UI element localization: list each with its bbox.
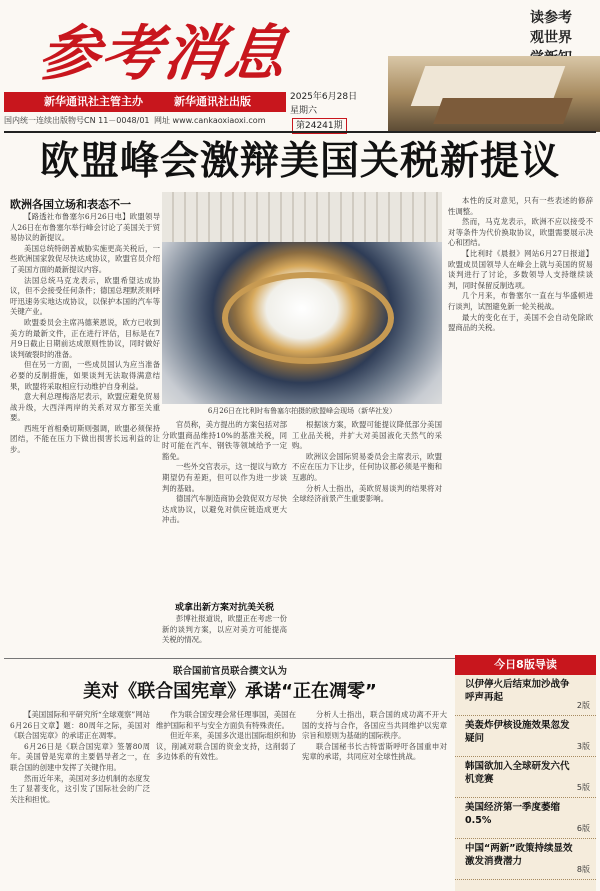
lead-column-3: [292, 420, 442, 656]
paragraph: 意大利总理梅洛尼表示，欧盟应避免贸易战升级，大西洋两岸的关系对双方都至关重要。: [10, 392, 160, 423]
guide-item-title: 韩国欲加入全球研发六代机竞赛: [465, 761, 570, 785]
issue-date: 2025年6月28日: [290, 92, 358, 102]
guide-item-page: 5版: [576, 783, 590, 792]
cn-number: 国内统一连续出版物号CN 11－0048/01: [4, 116, 150, 125]
paragraph: 分析人士指出，美欧贸易谈判的结果将对全球经济前景产生重要影响。: [292, 483, 442, 504]
guide-item[interactable]: [455, 675, 596, 716]
paragraph: 然而近年来，美国对多边机制的态度发生了显著变化，这引发了国际社会的广泛关注和担忧。: [10, 773, 150, 804]
paragraph: 【比利时《晨报》网站6月27日报道】欧盟成员国领导人在峰会上就与美国的贸易谈判进行了讨论，多数领导人支持继续谈判，同时保留反制选项。: [448, 248, 593, 290]
guide-item-page: 8版: [576, 865, 590, 874]
masthead: [0, 0, 600, 132]
guide-item-title: 中国“两新”政策持续显效激发消费潜力: [465, 843, 573, 867]
slogan-line: 观世界: [530, 30, 572, 46]
paragraph: 欧盟委员会主席冯德莱恩说，欧方已收到美方的最新文件，正在进行评估，目标是在7月9日截止日期前达成原则性协议，同时做好谈判破裂时的准备。: [10, 317, 160, 359]
guide-item[interactable]: [455, 716, 596, 757]
lead-column-2b: [162, 614, 287, 656]
paragraph: 【路透社布鲁塞尔6月26日电】欧盟领导人26日在布鲁塞尔举行峰会讨论了美国关于贸易协议的新提议。: [10, 212, 160, 243]
guide-item-title: 以伊停火后结束加沙战争呼声再起: [465, 679, 570, 703]
issue-weekday: 星期六: [290, 106, 318, 116]
slogan-line: 读参考: [530, 10, 572, 26]
section-subhead: 或拿出新方案对抗美关税: [174, 603, 274, 613]
paragraph: 官员称，美方提出的方案包括对部分欧盟商品维持10%的基准关税，同时可能在汽车、钢铁等领域给予一定豁免。: [162, 420, 287, 461]
paragraph: 一些外交官表示，这一提议与欧方期望仍有差距，但可以作为进一步谈判的基础。: [162, 462, 287, 493]
publisher-name: 新华通讯社出版: [174, 95, 251, 108]
paragraph: 但在另一方面，一些成员国认为应当准备必要的反制措施，如果谈判无法取得满意结果，欧盟将采取相应行动维护自身利益。: [10, 360, 160, 391]
guide-title: 今日8版导读: [455, 655, 596, 675]
article-column-3: [302, 710, 447, 888]
summit-photo: [162, 192, 442, 404]
paragraph: 美国总统特朗普威胁实施更高关税后，一些欧洲国家敦促尽快达成协议，欧盟官员介绍了美国方面的最新提议内容。: [10, 243, 160, 274]
publication-info: [4, 114, 384, 128]
masthead-image: [388, 56, 600, 132]
article-column-1: [10, 710, 150, 888]
paragraph: 然而，马克龙表示，欧洲不应以接受不对等条件为代价换取协议，欧盟需要展示决心和团结。: [448, 217, 593, 248]
photo-caption: 6月26日在比利时布鲁塞尔拍摄的欧盟峰会现场（新华社发）: [207, 407, 397, 415]
publisher-org: 新华通讯社主管主办: [44, 95, 143, 108]
issue-number: 第24241期: [292, 118, 347, 134]
lead-column-4: [448, 196, 593, 656]
paragraph: 作为联合国安理会常任理事国，美国在维护国际和平与安全方面负有特殊责任。: [156, 710, 296, 730]
paragraph: 6月26日是《联合国宪章》签署80周年。美国曾是宪章的主要倡导者之一，在联合国的创建中发挥了关键作用。: [10, 741, 150, 772]
paragraph: 欧洲议会国际贸易委员会主席表示，欧盟不应在压力下让步，任何协议都必须是平衡和互惠的。: [292, 451, 442, 482]
paragraph: 德国汽车制造商协会敦促双方尽快达成协议，以避免对供应链造成更大冲击。: [162, 494, 287, 525]
paragraph: 但近年来，美国多次退出国际组织和协议，削减对联合国的资金支持，这削弱了多边体系的有效性。: [156, 731, 296, 762]
guide-item[interactable]: [455, 798, 596, 839]
paragraph: 根据该方案，欧盟可能提议降低部分美国工业品关税，并扩大对美国液化天然气的采购。: [292, 420, 442, 451]
article-headline[interactable]: 美对《联合国宪章》承诺“正在凋零”: [83, 681, 377, 702]
guide-item-page: 3版: [576, 742, 590, 751]
paragraph: 法国总统马克龙表示，欧盟希望达成协议，但不会接受任何条件；德国总理默茨则呼吁迅速务实地达成协议，以保护本国的汽车等关键产业。: [10, 275, 160, 317]
guide-item-title: 美轰炸伊核设施效果忽发疑问: [465, 720, 570, 744]
lead-column-1: [10, 212, 160, 656]
paragraph: 西班牙首相桑切斯则强调，欧盟必须保持团结，不能在压力下做出损害长远利益的让步。: [10, 423, 160, 455]
divider: [4, 131, 596, 133]
paragraph: 最大的变化在于，美国不会自动免除欧盟商品的关税。: [448, 312, 593, 333]
lead-column-2: [162, 420, 287, 598]
publisher-bar: [4, 92, 286, 112]
paragraph: 本性的反对意见，只有一些表述的修辞性调整。: [448, 196, 593, 216]
article-kicker: 联合国前官员联合撰文认为: [172, 666, 287, 677]
main-headline[interactable]: 欧盟峰会激辩美国关税新提议: [39, 139, 560, 184]
article-column-2: [156, 710, 296, 888]
guide-item[interactable]: [455, 839, 596, 880]
paragraph: 几个月来，布鲁塞尔一直在与华盛顿进行谈判，试图避免新一轮关税战。: [448, 291, 593, 311]
paragraph: 分析人士指出，联合国的成功离不开大国的支持与合作，各国应当共同维护以宪章宗旨和原则为基础的国际秩序。: [302, 710, 447, 741]
paragraph: 联合国秘书长古特雷斯呼吁各国重申对宪章的承诺，共同应对全球性挑战。: [302, 741, 447, 762]
todays-guide: [455, 655, 596, 891]
guide-item-title: 美国经济第一季度萎缩0.5%: [465, 802, 561, 826]
guide-item-page: 2版: [576, 701, 590, 710]
guide-item[interactable]: [455, 757, 596, 798]
paragraph: 彭博社报道说，欧盟正在考虑一份新的谈判方案，以应对美方可能提高关税的情况。: [162, 614, 287, 645]
website-link[interactable]: 网址 www.cankaoxiaoxi.com: [154, 116, 266, 125]
newspaper-logo: 参考消息: [34, 19, 293, 89]
lead-subhead: 欧洲各国立场和表态不一: [10, 198, 131, 211]
paragraph: 【美国国际和平研究所“全球观察”网站6月26日文章】题：80周年之际，美国对《联合国宪章》的承诺正在凋零。: [10, 710, 150, 741]
guide-item-page: 6版: [576, 824, 590, 833]
